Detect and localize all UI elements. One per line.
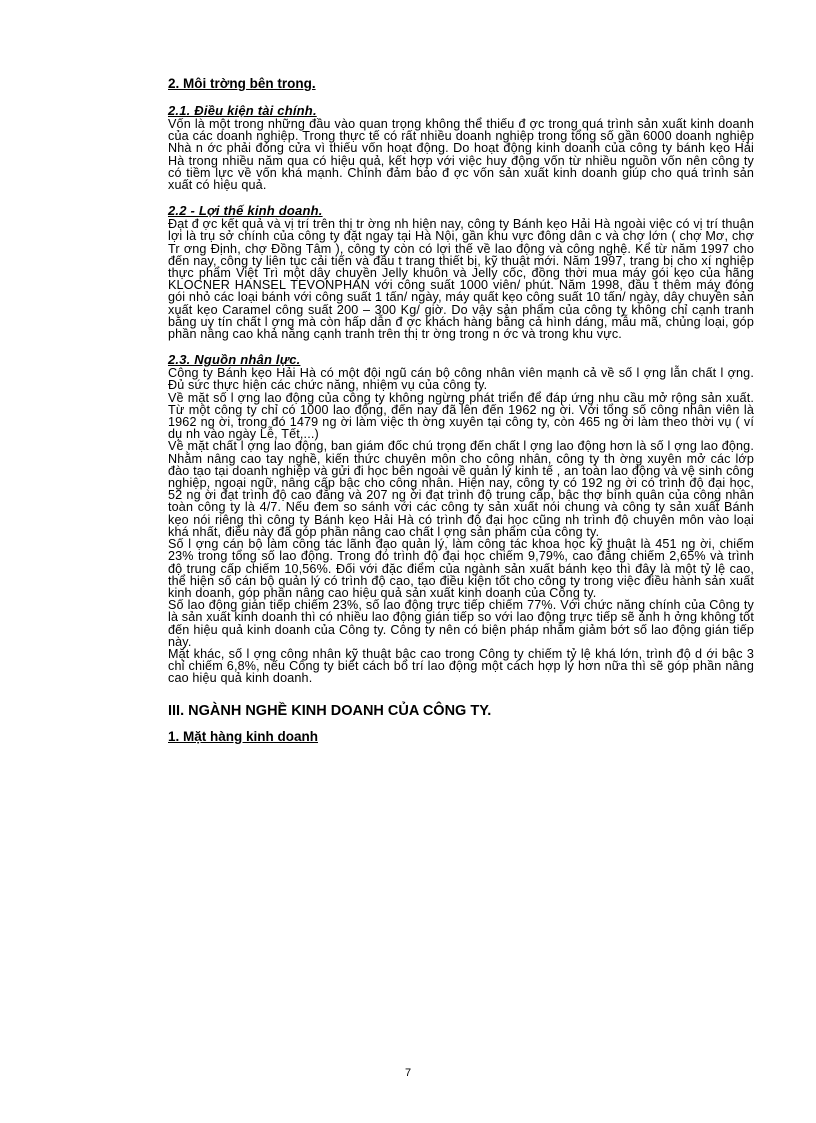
paragraph-hr-2: Về mặt số l ợng lao động của công ty không ngừng phát triển để đáp ứng nhu cầu mở rộng sản xuất. Từ một công ty chỉ có 1000 lao động, đến nay đã lên đến 1962 ng ời. Với tổng số công nhân viên là 1962 ng ời, trong đó 1479 ng ời làm việc th ờng xuyên tại công ty, còn 465 ng ời làm theo thời vụ ( ví dụ nh vào ngày Lễ, Tết,...) [168, 390, 754, 442]
page-number: 7 [404, 1067, 412, 1079]
paragraph-hr-4: Số l ợng cán bộ làm công tác lãnh đạo quản lý, làm công tác khoa học kỹ thuật là 451 ng ời, chiếm 23% trong tổng số lao động. Trong đó trình độ đại học chiếm 9,79%, cao đẳng chiếm 2,65% và trình độ trung cấp chiếm 10,56%. Đối với đặc điểm của ngành sản xuất bánh kẹo thì đây là một tỷ lệ cao, thể hiện số cán bộ quản lý có trình độ cao, tạo điều kiện tốt cho công ty trong việc điều hành sản xuất kinh doanh, góp phần nâng cao hiệu quả sản xuất kinh doanh của Công ty. [168, 537, 754, 600]
paragraph-hr-5: Số lao động gián tiếp chiếm 23%, số lao động trực tiếp chiếm 77%. Với chức năng chính của Công ty là sản xuất kinh doanh thì có nhiều lao động gián tiếp so với lao động trực tiếp sẽ ảnh h ởng không tốt đến hiệu quả kinh doanh của Công ty. Công ty nên có biện pháp nhằm giảm bớt số lao động gián tiếp này. [168, 598, 754, 649]
paragraph-hr-6: Mặt khác, số l ợng công nhân kỹ thuật bậc cao trong Công ty chiếm tỷ lệ khá lớn, trình độ d ới bậc 3 chỉ chiếm 6,8%, nếu Công ty biết cách bố trí lao động một cách hợp lý hơn nữa thì sẽ góp phần nâng cao hiệu quả kinh doanh. [168, 646, 754, 686]
paragraph-finance: Vốn là một trong những đầu vào quan trọng không thể thiếu đ ợc trong quá trình sản xuất kinh doanh của các doanh nghiệp. Trong thực tế có rất nhiều doanh nghiệp trong tổng số gần 6000 doanh nghiệp Nhà n ớc phải đóng cửa vì thiếu vốn hoạt động. Do hoạt động kinh doanh của công ty bánh kẹo Hải Hà trong nhiều năm qua có hiệu quả, kết hợp với việc huy động vốn từ nhiều nguồn vốn nên công ty có tiềm lực về vốn khá mạnh. Chính đảm bảo đ ợc vốn sản xuất kinh doanh giúp cho quá trình sản xuất có hiệu quả. [168, 117, 754, 193]
paragraph-hr-1: Công ty Bánh kẹo Hải Hà có một đội ngũ cán bộ công nhân viên mạnh cả về số l ợng lẫn chất l ợng. Đủ sức thực hiện các chức năng, nhiệm vụ của công ty. [168, 366, 754, 393]
paragraph-hr-3: Về mặt chất l ợng lao động, ban giám đốc chú trọng đến chất l ợng lao động hơn là số l ợng lao động. Nhằm nâng cao tay nghề, kiến thức chuyên môn cho công nhân, công ty th ờng xuyên mở các lớp đào tạo tại doanh nghiệp và gửi đi học bên ngoài về quản lý kinh tế , an toàn lao động và vệ sinh công nghiệp, ngoại ngữ, nâng cấp bậc cho công nhân. Hiện nay, công ty có 192 ng ời có trình độ đại học, 52 ng ời đạt trình độ cao đẳng và 207 ng ời đạt trình độ trung cấp, bậc thợ bình quân của công nhân toàn công ty là 4/7. Nếu đem so sánh với các công ty sản xuất nói chung và công ty sản xuất Bánh kẹo nói riêng thì công ty Bánh kẹo Hải Hà có trình độ đại học cũng nh trình độ chuyên môn vào loại khá nhất, điều này đã góp phần nâng cao chất l ợng sản phẩm của công ty. [168, 439, 754, 539]
page-content [168, 76, 754, 757]
section-heading-internal-environment: 2. Môi trờng bên trong. [168, 76, 316, 91]
section-heading-business-lines: III. NGÀNH NGHỀ KINH DOANH CỦA CÔNG TY. [168, 702, 492, 719]
paragraph-business-advantage: Đạt đ ợc kết quả và vị trí trên thị tr ờng nh hiện nay, công ty Bánh kẹo Hải Hà ngoài việc có vị trí thuận lợi là trụ sở chính của công ty đặt ngay tại Hà Nội, gần khu vực đông dân c và chợ lớn ( chợ Mơ, chợ Tr ơng Định, chợ Đồng Tâm ), công ty còn có lợi thế về lao động và công nghệ. Kể từ năm 1997 cho đến nay, công ty liên tục cải tiến và đầu t trang thiết bị, kỹ thuật mới. Năm 1997, trang bị cho xí nghiệp thực phẩm Việt Trì một dây chuyền Jelly khuôn và Jelly cốc, đồng thời mua máy gói kẹo của hãng KLOCNER HANSEL TEVONPHAN với công suất 1000 viên/ phút. Năm 1998, đầu t thêm máy đóng gói nhỏ các loại bánh với công suất 1 tấn/ ngày, máy quất kẹo công suất 10 tấn/ ngày, dây chuyền sản xuất kẹo Caramel công suất 200 – 300 Kg/ giờ. Do vậy sản phẩm của công ty không chỉ cạnh tranh bằng uy tín chất l ợng mà còn hấp dẫn đ ợc khách hàng bằng cả hình dáng, mẫu mã, chủng loại, góp phần nâng cao khả năng cạnh tranh trên thị tr ờng trong n ớc và trong khu vực. [168, 217, 754, 342]
subsection-heading-human-resources: 2.3. Nguồn nhân lực. [168, 352, 301, 368]
subsection-heading-finance: 2.1. Điều kiện tài chính. [168, 103, 317, 118]
subsection-heading-products: 1. Mặt hàng kinh doanh [168, 728, 319, 744]
subsection-heading-business-advantage: 2.2 - Lợi thế kinh doanh. [168, 203, 323, 219]
